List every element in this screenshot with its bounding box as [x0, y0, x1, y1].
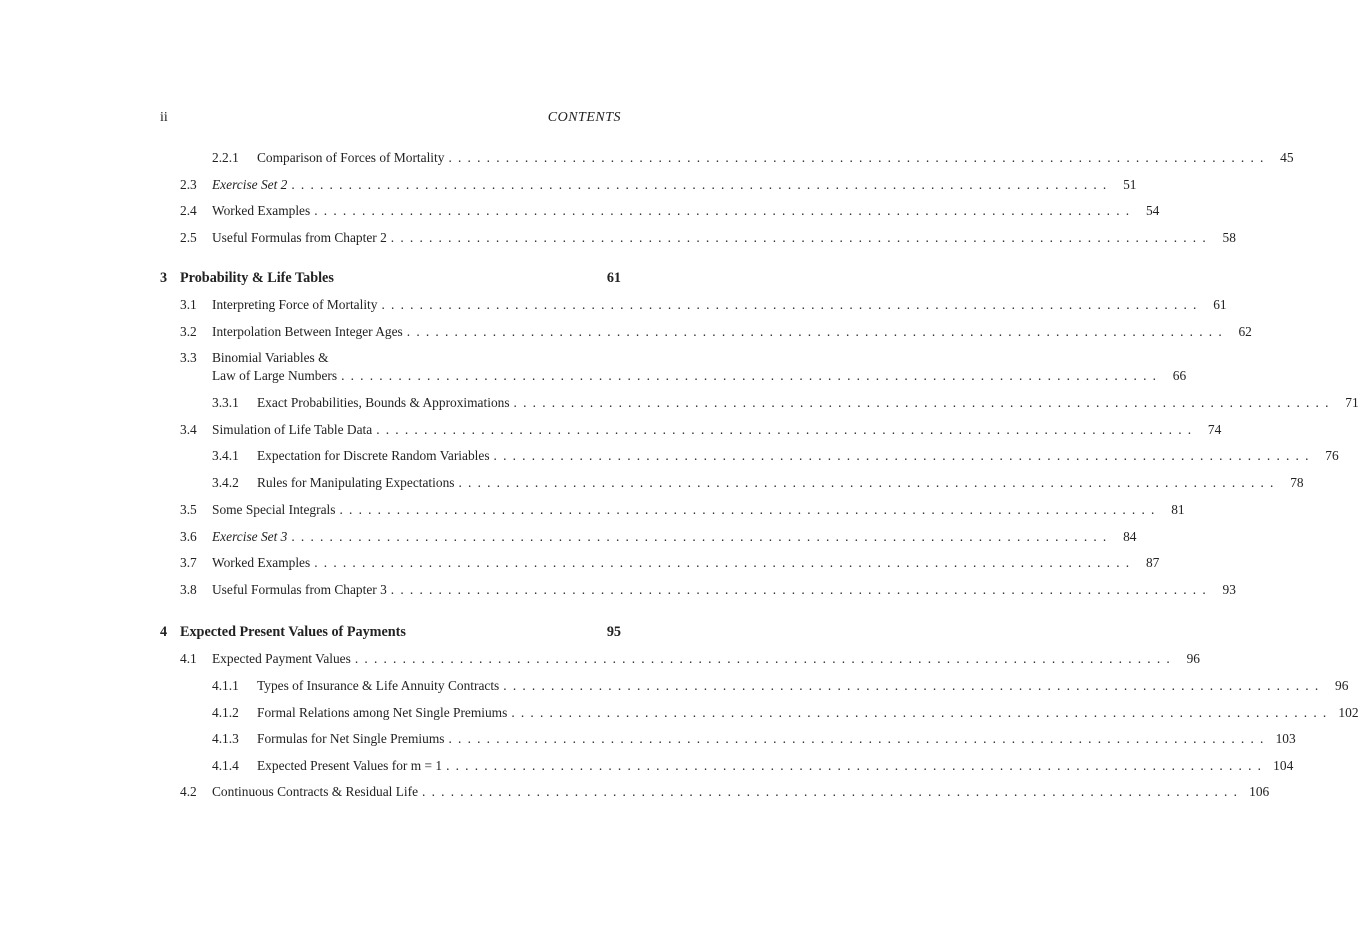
dot-leader: ...................................................................................... — [314, 203, 1136, 218]
entry-page: 104 — [1273, 758, 1294, 773]
dot-leader: ...................................................................................... — [390, 230, 1212, 245]
toc-entry[interactable] — [0, 729, 1296, 749]
dot-leader: ...................................................................................... — [341, 368, 1163, 383]
dot-leader: ...................................................................................... — [390, 582, 1212, 597]
entry-title: Useful Formulas from Chapter 2 — [212, 230, 387, 245]
entry-page: 45 — [1280, 150, 1294, 165]
entry-title: Useful Formulas from Chapter 3 — [212, 582, 387, 597]
entry-title: Expectation for Discrete Random Variables — [257, 448, 490, 463]
entry-page: 81 — [1171, 502, 1185, 517]
entry-number: 4.1.3 — [212, 731, 239, 746]
toc-entry[interactable] — [0, 527, 1137, 547]
entry-number: 3.5 — [180, 502, 197, 517]
entry-number: 3.7 — [180, 555, 197, 570]
entry-number: 2.2.1 — [212, 150, 239, 165]
dot-leader: ...................................................................................... — [339, 502, 1161, 517]
entry-title: Interpolation Between Integer Ages — [212, 324, 403, 339]
entry-page: 62 — [1238, 324, 1252, 339]
entry-title: Exercise Set 2 — [212, 177, 288, 192]
entry-page: 74 — [1207, 422, 1222, 437]
dot-leader: ...................................................................................... — [422, 784, 1244, 799]
entry-number: 2.4 — [180, 203, 197, 218]
toc-entry[interactable] — [0, 473, 1304, 493]
toc-entry[interactable] — [0, 348, 728, 368]
dot-leader: ...................................................................................... — [446, 758, 1268, 773]
entry-number: 3.3 — [180, 350, 197, 365]
dot-leader: ...................................................................................... — [406, 324, 1228, 339]
toc-entry[interactable] — [0, 175, 1137, 195]
dot-leader: ...................................................................................... — [448, 150, 1270, 165]
entry-title: Types of Insurance & Life Annuity Contracts — [257, 678, 500, 693]
entry-title: Worked Examples — [212, 203, 311, 218]
entry-number: 3.4.1 — [212, 448, 239, 463]
toc-entry[interactable] — [0, 649, 1200, 669]
running-title: CONTENTS — [547, 110, 621, 125]
toc-entry[interactable] — [0, 676, 1349, 696]
entry-title: Simulation of Life Table Data — [212, 422, 373, 437]
entry-title-line2: Law of Large Numbers — [212, 368, 338, 383]
dot-leader: ...................................................................................... — [314, 555, 1136, 570]
entry-title: Worked Examples — [212, 555, 311, 570]
entry-number: 3.4.2 — [212, 475, 239, 490]
chapter-page: 95 — [606, 624, 621, 640]
dot-leader: ...................................................................................... — [291, 177, 1113, 192]
page-number-label: ii — [160, 110, 168, 125]
toc-entry[interactable] — [0, 393, 1359, 413]
entry-title: Rules for Manipulating Expectations — [257, 475, 455, 490]
entry-title: Binomial Variables & — [212, 350, 329, 365]
entry-title: Formulas for Net Single Premiums — [257, 731, 445, 746]
entry-number: 4.1.1 — [212, 678, 239, 693]
entry-title: Formal Relations among Net Single Premiums — [257, 705, 508, 720]
dot-leader: ...................................................................................... — [376, 422, 1198, 437]
entry-page: 96 — [1335, 678, 1349, 693]
entry-page: 66 — [1172, 368, 1187, 383]
entry-title: Exercise Set 3 — [212, 529, 288, 544]
toc-entry[interactable] — [0, 500, 1185, 520]
entry-page: 51 — [1123, 177, 1137, 192]
entry-number: 3.1 — [180, 297, 197, 312]
entry-number: 2.5 — [180, 230, 197, 245]
entry-number: 3.8 — [180, 582, 197, 597]
entry-title: Some Special Integrals — [212, 502, 336, 517]
entry-page: 54 — [1145, 203, 1160, 218]
chapter-title: Expected Present Values of Payments — [180, 624, 406, 640]
entry-number: 3.2 — [180, 324, 197, 339]
toc-entry[interactable] — [0, 322, 1252, 342]
entry-page: 87 — [1145, 555, 1160, 570]
toc-entry[interactable] — [0, 553, 1160, 573]
toc-chapter-entry[interactable] — [0, 622, 728, 642]
toc-entry[interactable] — [0, 580, 1236, 600]
toc-entry[interactable] — [0, 228, 1236, 248]
entry-number: 3.3.1 — [212, 395, 239, 410]
chapter-number: 3 — [160, 270, 168, 286]
dot-leader: ...................................................................................... — [458, 475, 1280, 490]
toc-entry[interactable] — [0, 295, 1227, 315]
entry-page: 93 — [1222, 582, 1236, 597]
entry-number: 3.6 — [180, 529, 197, 544]
entry-page: 78 — [1290, 475, 1304, 490]
chapter-title: Probability & Life Tables — [180, 270, 334, 286]
entry-title: Exact Probabilities, Bounds & Approximations — [257, 395, 510, 410]
toc-entry[interactable] — [0, 446, 1339, 466]
toc-entry[interactable] — [0, 148, 1294, 168]
toc-entry[interactable] — [0, 201, 1160, 221]
entry-number: 4.1 — [180, 651, 197, 666]
entry-page: 71 — [1345, 395, 1359, 410]
dot-leader: ...................................................................................... — [493, 448, 1315, 463]
dot-leader: ...................................................................................... — [511, 705, 1333, 720]
toc-chapter-entry[interactable] — [0, 268, 728, 288]
dot-leader: ...................................................................................... — [513, 395, 1335, 410]
entry-title: Continuous Contracts & Residual Life — [212, 784, 419, 799]
entry-page: 106 — [1249, 784, 1270, 799]
entry-title: Interpreting Force of Mortality — [212, 297, 378, 312]
toc-entry[interactable] — [0, 782, 1270, 802]
entry-number: 4.1.4 — [212, 758, 239, 773]
chapter-number: 4 — [160, 624, 168, 640]
entry-number: 4.1.2 — [212, 705, 239, 720]
entry-title: Expected Payment Values — [212, 651, 351, 666]
entry-page: 84 — [1123, 529, 1137, 544]
entry-page: 76 — [1325, 448, 1339, 463]
chapter-page: 61 — [606, 270, 621, 286]
entry-title: Comparison of Forces of Mortality — [257, 150, 445, 165]
entry-page: 61 — [1213, 297, 1227, 312]
entry-page: 103 — [1275, 731, 1296, 746]
toc-entry-continuation[interactable] — [0, 366, 1187, 386]
entry-page: 96 — [1186, 651, 1200, 666]
entry-number: 4.2 — [180, 784, 197, 799]
dot-leader: ...................................................................................... — [448, 731, 1270, 746]
entry-page: 102 — [1338, 705, 1359, 720]
entry-title: Expected Present Values for m = 1 — [257, 758, 443, 773]
dot-leader: ...................................................................................... — [503, 678, 1325, 693]
dot-leader: ...................................................................................... — [381, 297, 1203, 312]
toc-entry[interactable] — [0, 420, 1222, 440]
entry-page: 58 — [1222, 230, 1236, 245]
toc-entry[interactable] — [0, 703, 1359, 723]
toc-entry[interactable] — [0, 756, 1294, 776]
dot-leader: ...................................................................................... — [354, 651, 1176, 666]
entry-number: 3.4 — [180, 422, 197, 437]
dot-leader: ...................................................................................... — [291, 529, 1113, 544]
entry-number: 2.3 — [180, 177, 197, 192]
